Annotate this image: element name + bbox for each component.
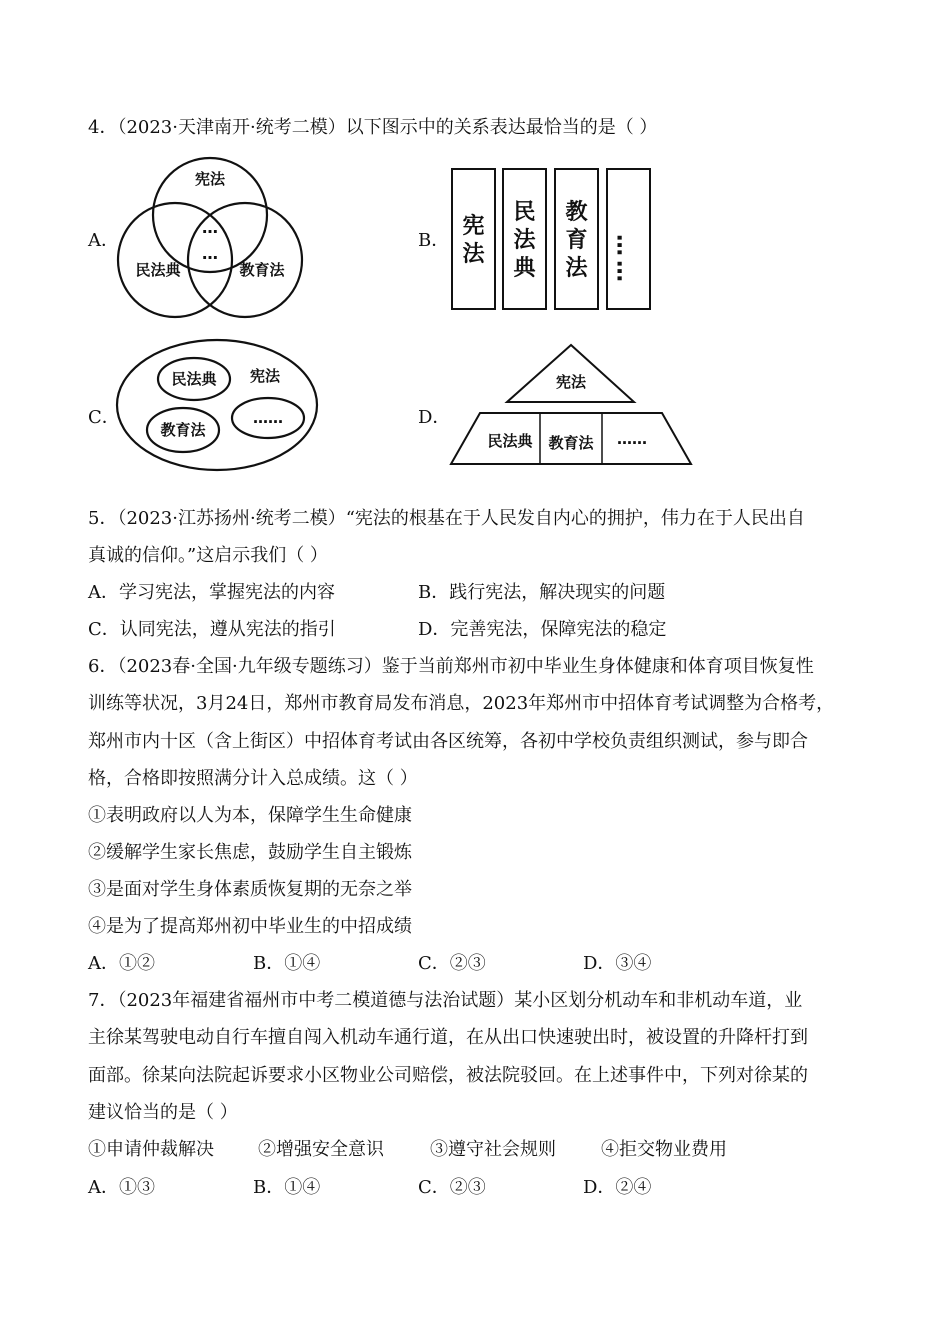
books-diagram	[448, 165, 658, 315]
q4-option-c-label: C．	[88, 407, 120, 428]
q5-line-2: 真诚的信仰。”这启示我们（ ）	[88, 545, 328, 566]
q6-statement-2: ②缓解学生家长焦虑，鼓励学生自主锻炼	[88, 842, 412, 863]
inner-label-1: 民法典	[171, 370, 217, 388]
venn-label-left: 民法典	[135, 261, 181, 279]
q7-line-2: 主徐某驾驶电动自行车擅自闯入机动车通行道，在从出口快速驶出时，被设置的升降杆打到	[88, 1027, 808, 1048]
venn-label-right: 教育法	[239, 261, 285, 279]
q5-option-c: C．认同宪法，遵从宪法的指引	[88, 619, 336, 640]
book-xianfa	[452, 169, 495, 309]
q4-option-d-label: D．	[418, 407, 451, 428]
pyramid-cell-3: ……	[617, 430, 647, 448]
q6-line-1: 6．（2023春·全国·九年级专题练习）鉴于当前郑州市初中毕业生身体健康和体育项目恢复性	[88, 656, 814, 677]
q4-option-b-label: B．	[418, 230, 450, 251]
pyramid-diagram	[448, 340, 698, 470]
book-label-more: … …	[611, 234, 637, 282]
q5-option-d: D．完善宪法，保障宪法的稳定	[418, 619, 667, 640]
outer-label: 宪法	[249, 367, 281, 385]
q7-option-b: B．①④	[253, 1177, 321, 1198]
q6-option-b: B．①④	[253, 953, 321, 974]
q7-statement-2: ②增强安全意识	[258, 1139, 384, 1160]
venn-label-center-top: …	[202, 218, 218, 237]
q6-statement-1: ①表明政府以人为本，保障学生生命健康	[88, 805, 412, 826]
book-label-jiaoyufa: 教育法	[565, 200, 588, 281]
q6-option-c: C．②③	[418, 953, 486, 974]
book-label-xianfa: 宪法	[462, 214, 485, 267]
q7-line-4: 建议恰当的是（ ）	[88, 1102, 238, 1123]
q5-option-b: B．践行宪法，解决现实的问题	[418, 582, 666, 603]
q4-stem: 4．（2023·天津南开·统考二模）以下图示中的关系表达最恰当的是（ ）	[88, 117, 658, 138]
q7-statement-1: ①申请仲裁解决	[88, 1139, 214, 1160]
q6-option-a: A．①②	[88, 953, 155, 974]
q7-line-1: 7．（2023年福建省福州市中考二模道德与法治试题）某小区划分机动车和非机动车道，业	[88, 990, 803, 1011]
outer-ellipse	[117, 340, 317, 470]
pyramid-top-label: 宪法	[555, 373, 587, 391]
nested-diagram	[115, 335, 325, 475]
q7-option-d: D．②④	[583, 1177, 652, 1198]
q5-option-a: A．学习宪法，掌握宪法的内容	[88, 582, 335, 603]
q6-statement-4: ④是为了提高郑州初中毕业生的中招成绩	[88, 916, 412, 937]
q6-line-4: 格，合格即按照满分计入总成绩。这（ ）	[88, 768, 418, 789]
inner-label-2: 教育法	[160, 421, 206, 439]
q7-option-a: A．①③	[88, 1177, 155, 1198]
pyramid-cell-1: 民法典	[487, 432, 533, 450]
pyramid-cell-2: 教育法	[548, 434, 594, 452]
q7-statement-4: ④拒交物业费用	[601, 1139, 727, 1160]
q6-option-d: D．③④	[583, 953, 652, 974]
q6-line-2: 训练等状况，3月24日，郑州市教育局发布消息，2023年郑州市中招体育考试调整为合格考，	[88, 693, 835, 714]
q5-line-1: 5．（2023·江苏扬州·统考二模）“宪法的根基在于人民发自内心的拥护，伟力在于人民出自	[88, 508, 805, 529]
q6-line-3: 郑州市内十区（含上街区）中招体育考试由各区统筹，各初中学校负责组织测试，参与即合	[88, 731, 808, 752]
q7-line-3: 面部。徐某向法院起诉要求小区物业公司赔偿，被法院驳回。在上述事件中，下列对徐某的	[88, 1065, 808, 1086]
venn-label-top: 宪法	[194, 170, 226, 188]
venn-label-center-bottom: …	[202, 244, 218, 263]
inner-label-3: ……	[253, 409, 283, 427]
book-label-minfadian: 民法典	[513, 200, 536, 281]
q7-option-c: C．②③	[418, 1177, 486, 1198]
q6-statement-3: ③是面对学生身体素质恢复期的无奈之举	[88, 879, 412, 900]
venn-diagram	[110, 155, 310, 325]
q4-option-a-label: A．	[88, 230, 119, 251]
q7-statement-3: ③遵守社会规则	[430, 1139, 556, 1160]
